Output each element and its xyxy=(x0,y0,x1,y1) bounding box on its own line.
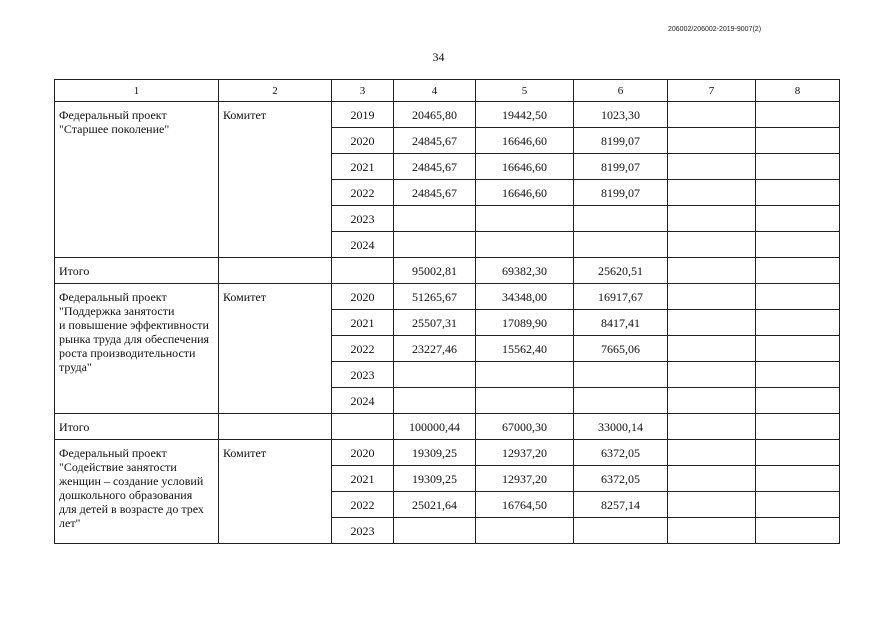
document-id: 206002/206002-2019-9007(2) xyxy=(668,26,762,33)
empty-cell-col8 xyxy=(756,284,840,310)
budget-table xyxy=(54,79,840,544)
executor-cell: Комитет xyxy=(219,284,332,414)
value-cell-col5: 16646,60 xyxy=(476,180,574,206)
project-name-line: лет" xyxy=(59,516,81,530)
empty-cell-col8 xyxy=(756,414,840,440)
year-cell: 2019 xyxy=(332,102,394,128)
year-cell: 2023 xyxy=(332,518,394,544)
column-header: 6 xyxy=(574,80,668,102)
value-cell-col5: 16764,50 xyxy=(476,492,574,518)
empty-cell-col7 xyxy=(668,310,756,336)
value-cell-col4 xyxy=(394,518,476,544)
value-cell-col6: 8257,14 xyxy=(574,492,668,518)
project-name-line: и повышение эффективности xyxy=(59,318,209,332)
project-name-cell xyxy=(55,284,219,414)
empty-cell-col8 xyxy=(756,440,840,466)
value-cell-col6: 8199,07 xyxy=(574,128,668,154)
value-cell-col6: 1023,30 xyxy=(574,102,668,128)
empty-cell-col7 xyxy=(668,492,756,518)
value-cell-col6: 8199,07 xyxy=(574,154,668,180)
value-cell-col6 xyxy=(574,206,668,232)
year-cell: 2023 xyxy=(332,362,394,388)
empty-cell-col8 xyxy=(756,466,840,492)
project-name-line: труда" xyxy=(59,360,92,374)
value-cell-col4: 19309,25 xyxy=(394,440,476,466)
value-cell-col5: 12937,20 xyxy=(476,440,574,466)
empty-cell-col7 xyxy=(668,232,756,258)
empty-cell-col7 xyxy=(668,180,756,206)
empty-cell-col7 xyxy=(668,518,756,544)
empty-cell-col7 xyxy=(668,128,756,154)
project-name-line: дошкольного образования xyxy=(59,488,193,502)
value-cell-col4: 25021,64 xyxy=(394,492,476,518)
empty-cell-col8 xyxy=(756,518,840,544)
column-header: 7 xyxy=(668,80,756,102)
value-cell-col5: 19442,50 xyxy=(476,102,574,128)
empty-cell-col7 xyxy=(668,336,756,362)
total-label-cell: Итого xyxy=(55,414,219,440)
empty-cell-col3 xyxy=(332,258,394,284)
empty-cell-col7 xyxy=(668,466,756,492)
project-name-cell xyxy=(55,102,219,258)
empty-cell-col8 xyxy=(756,336,840,362)
value-cell-col4: 20465,80 xyxy=(394,102,476,128)
empty-cell-col7 xyxy=(668,388,756,414)
year-cell: 2022 xyxy=(332,492,394,518)
value-cell-col4 xyxy=(394,362,476,388)
total-value-col4: 95002,81 xyxy=(394,258,476,284)
empty-cell-col7 xyxy=(668,258,756,284)
project-name-line: женщин – создание условий xyxy=(59,474,204,488)
project-name-line: Федеральный проект xyxy=(59,446,167,460)
page-number: 34 xyxy=(432,50,445,64)
empty-cell-col3 xyxy=(332,414,394,440)
empty-cell-col2 xyxy=(219,258,332,284)
value-cell-col4 xyxy=(394,206,476,232)
value-cell-col6: 8199,07 xyxy=(574,180,668,206)
value-cell-col4 xyxy=(394,232,476,258)
value-cell-col4: 25507,31 xyxy=(394,310,476,336)
project-name-line: Федеральный проект xyxy=(59,290,167,304)
table-row xyxy=(55,102,840,128)
empty-cell-col8 xyxy=(756,232,840,258)
value-cell-col6: 6372,05 xyxy=(574,440,668,466)
table-body xyxy=(55,80,840,544)
empty-cell-col8 xyxy=(756,258,840,284)
year-cell: 2022 xyxy=(332,180,394,206)
empty-cell-col8 xyxy=(756,492,840,518)
empty-cell-col7 xyxy=(668,154,756,180)
value-cell-col5: 16646,60 xyxy=(476,128,574,154)
total-label-cell: Итого xyxy=(55,258,219,284)
column-header: 4 xyxy=(394,80,476,102)
empty-cell-col7 xyxy=(668,284,756,310)
year-cell: 2020 xyxy=(332,128,394,154)
year-cell: 2024 xyxy=(332,232,394,258)
value-cell-col6: 16917,67 xyxy=(574,284,668,310)
total-row xyxy=(55,258,840,284)
value-cell-col4: 51265,67 xyxy=(394,284,476,310)
project-name-line: "Старшее поколение" xyxy=(59,122,170,136)
empty-cell-col8 xyxy=(756,206,840,232)
empty-cell-col8 xyxy=(756,180,840,206)
value-cell-col6 xyxy=(574,518,668,544)
value-cell-col6: 8417,41 xyxy=(574,310,668,336)
empty-cell-col8 xyxy=(756,388,840,414)
value-cell-col6 xyxy=(574,388,668,414)
value-cell-col4: 24845,67 xyxy=(394,154,476,180)
value-cell-col6: 6372,05 xyxy=(574,466,668,492)
column-header: 3 xyxy=(332,80,394,102)
value-cell-col5: 17089,90 xyxy=(476,310,574,336)
empty-cell-col7 xyxy=(668,414,756,440)
total-value-col5: 67000,30 xyxy=(476,414,574,440)
value-cell-col6 xyxy=(574,232,668,258)
value-cell-col5 xyxy=(476,362,574,388)
column-header: 8 xyxy=(756,80,840,102)
empty-cell-col8 xyxy=(756,310,840,336)
empty-cell-col7 xyxy=(668,206,756,232)
value-cell-col5 xyxy=(476,518,574,544)
value-cell-col5: 16646,60 xyxy=(476,154,574,180)
value-cell-col6: 7665,06 xyxy=(574,336,668,362)
year-cell: 2023 xyxy=(332,206,394,232)
value-cell-col4: 19309,25 xyxy=(394,466,476,492)
year-cell: 2021 xyxy=(332,154,394,180)
empty-cell-col8 xyxy=(756,128,840,154)
empty-cell-col7 xyxy=(668,362,756,388)
project-name-cell xyxy=(55,440,219,544)
project-name-line: "Содействие занятости xyxy=(59,460,177,474)
year-cell: 2021 xyxy=(332,310,394,336)
empty-cell-col7 xyxy=(668,102,756,128)
total-value-col6: 25620,51 xyxy=(574,258,668,284)
column-header: 1 xyxy=(55,80,219,102)
empty-cell-col7 xyxy=(668,440,756,466)
year-cell: 2024 xyxy=(332,388,394,414)
executor-cell: Комитет xyxy=(219,440,332,544)
project-name-line: "Поддержка занятости xyxy=(59,304,175,318)
total-value-col6: 33000,14 xyxy=(574,414,668,440)
value-cell-col6 xyxy=(574,362,668,388)
empty-cell-col8 xyxy=(756,154,840,180)
project-name-line: рынка труда для обеспечения xyxy=(59,332,210,346)
value-cell-col4: 24845,67 xyxy=(394,180,476,206)
value-cell-col5: 15562,40 xyxy=(476,336,574,362)
project-name-line: для детей в возрасте до трех xyxy=(59,502,204,516)
total-value-col4: 100000,44 xyxy=(394,414,476,440)
empty-cell-col8 xyxy=(756,362,840,388)
year-cell: 2020 xyxy=(332,440,394,466)
table-row xyxy=(55,284,840,310)
value-cell-col5 xyxy=(476,232,574,258)
value-cell-col5 xyxy=(476,388,574,414)
column-header: 2 xyxy=(219,80,332,102)
value-cell-col4 xyxy=(394,388,476,414)
table-row xyxy=(55,440,840,466)
empty-cell-col2 xyxy=(219,414,332,440)
value-cell-col4: 24845,67 xyxy=(394,128,476,154)
project-name-line: роста производительности xyxy=(59,346,196,360)
empty-cell-col8 xyxy=(756,102,840,128)
value-cell-col5 xyxy=(476,206,574,232)
year-cell: 2021 xyxy=(332,466,394,492)
project-name-line: Федеральный проект xyxy=(59,108,167,122)
value-cell-col5: 34348,00 xyxy=(476,284,574,310)
year-cell: 2022 xyxy=(332,336,394,362)
total-value-col5: 69382,30 xyxy=(476,258,574,284)
executor-cell: Комитет xyxy=(219,102,332,258)
column-number-row xyxy=(55,80,840,102)
column-header: 5 xyxy=(476,80,574,102)
total-row xyxy=(55,414,840,440)
value-cell-col4: 23227,46 xyxy=(394,336,476,362)
value-cell-col5: 12937,20 xyxy=(476,466,574,492)
year-cell: 2020 xyxy=(332,284,394,310)
